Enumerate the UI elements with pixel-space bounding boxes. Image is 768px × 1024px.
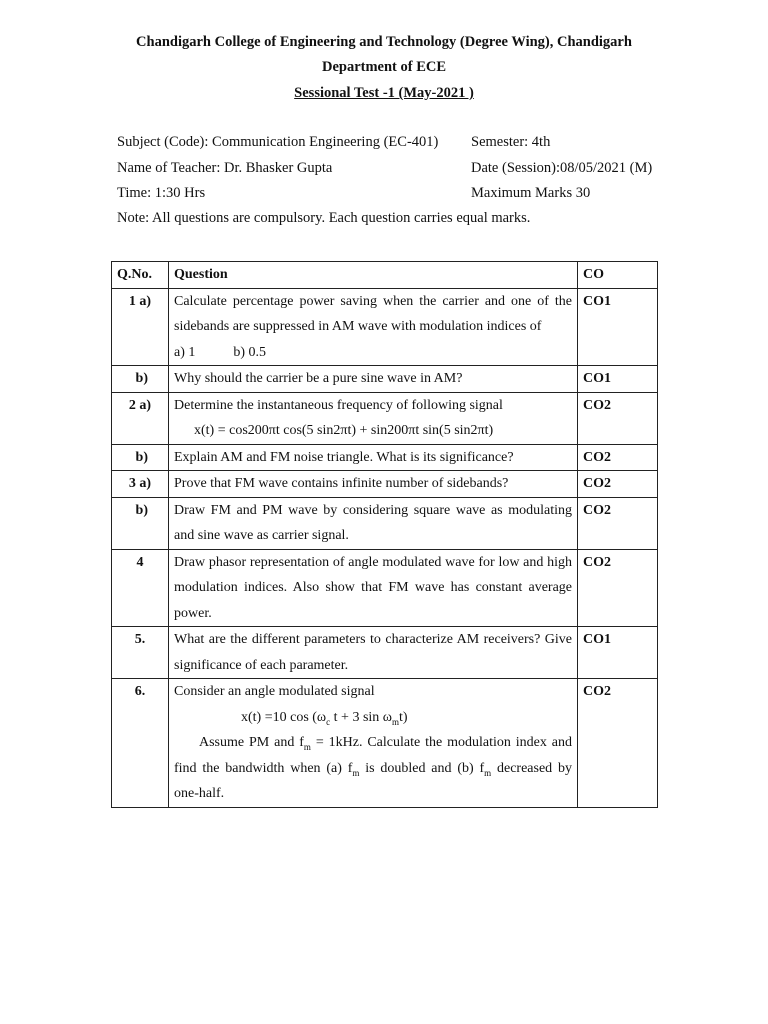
text-part: is doubled and (b) f — [359, 760, 485, 776]
subject-info: Subject (Code): Communication Engineering (EC-401) — [117, 134, 439, 150]
text-subscript: m — [303, 741, 311, 752]
option-a: a) 1 — [174, 344, 196, 360]
question-text: Draw phasor representation of angle modulated wave for low and high modulation indices. Also show that FM wave has constant average power. — [169, 549, 578, 627]
formula-part: t) — [399, 709, 408, 725]
table-row — [112, 288, 658, 366]
question-number: b) — [112, 497, 169, 549]
question-text: Explain AM and FM noise triangle. What is its significance? — [169, 444, 578, 471]
table-row — [112, 497, 658, 549]
table-row — [112, 392, 658, 444]
test-title: Sessional Test -1 (May-2021 ) — [294, 85, 474, 101]
table-header-row — [112, 262, 658, 289]
question-text: Why should the carrier be a pure sine wave in AM? — [169, 366, 578, 393]
table-row — [112, 366, 658, 393]
department-name: Department of ECE — [321, 59, 447, 75]
time-info: Time: 1:30 Hrs — [117, 185, 206, 201]
question-text: What are the different parameters to characterize AM receivers? Give significance of each parameter. — [169, 627, 578, 679]
question-body: Determine the instantaneous frequency of following signal — [174, 397, 503, 413]
course-outcome: CO2 — [578, 497, 658, 549]
question-text: Draw FM and PM wave by considering square wave as modulating and sine wave as carrier signal. — [169, 497, 578, 549]
course-outcome: CO2 — [578, 444, 658, 471]
table-row — [112, 679, 658, 808]
table-row — [112, 549, 658, 627]
signal-formula — [174, 710, 408, 725]
course-outcome: CO1 — [578, 288, 658, 366]
question-number: b) — [112, 366, 169, 393]
question-body: Calculate percentage power saving when the carrier and one of the sidebands are suppressed in AM wave with modulation indices of — [174, 293, 572, 334]
formula-part: t + 3 sin ω — [330, 709, 392, 725]
header-question: Question — [169, 262, 578, 289]
course-outcome: CO2 — [578, 679, 658, 808]
option-b: b) 0.5 — [233, 344, 267, 360]
college-name: Chandigarh College of Engineering and Technology (Degree Wing), Chandigarh — [136, 34, 632, 50]
header-qno: Q.No. — [112, 262, 169, 289]
formula-subscript: c — [326, 716, 331, 727]
question-text — [169, 288, 578, 366]
question-body: Consider an angle modulated signal — [174, 684, 375, 699]
note-text: Note: All questions are compulsory. Each question carries equal marks. — [117, 210, 531, 226]
text-subscript: m — [352, 767, 360, 778]
question-number: 1 a) — [112, 288, 169, 366]
course-outcome: CO2 — [578, 471, 658, 498]
semester-info: Semester: 4th — [471, 134, 551, 150]
header-co: CO — [578, 262, 658, 289]
date-info: Date (Session):08/05/2021 (M) — [471, 160, 653, 176]
question-number: 2 a) — [112, 392, 169, 444]
formula-part: x(t) =10 cos (ω — [241, 709, 327, 725]
text-part: Assume PM and f — [199, 735, 304, 750]
course-outcome: CO2 — [578, 392, 658, 444]
question-continuation — [174, 735, 199, 750]
question-number: b) — [112, 444, 169, 471]
teacher-info: Name of Teacher: Dr. Bhasker Gupta — [117, 160, 333, 176]
course-outcome: CO1 — [578, 366, 658, 393]
text-part: decreased by one-half. — [174, 760, 572, 801]
table-row — [112, 627, 658, 679]
question-text — [169, 679, 578, 808]
question-number: 3 a) — [112, 471, 169, 498]
max-marks-info: Maximum Marks 30 — [471, 185, 591, 201]
course-outcome: CO1 — [578, 627, 658, 679]
question-text: Prove that FM wave contains infinite number of sidebands? — [169, 471, 578, 498]
question-table — [111, 261, 658, 808]
question-number: 4 — [112, 549, 169, 627]
course-outcome: CO2 — [578, 549, 658, 627]
text-subscript: m — [484, 767, 492, 778]
question-number: 5. — [112, 627, 169, 679]
question-number: 6. — [112, 679, 169, 808]
signal-formula: x(t) = cos200πt cos(5 sin2πt) + sin200πt sin(5 sin2πt) — [194, 423, 494, 438]
formula-subscript: m — [392, 716, 400, 727]
table-row — [112, 444, 658, 471]
table-row — [112, 471, 658, 498]
question-text — [169, 392, 578, 444]
text-part: = 1kHz. Calculate the modulation index and find the bandwidth when (a) f — [174, 735, 572, 776]
